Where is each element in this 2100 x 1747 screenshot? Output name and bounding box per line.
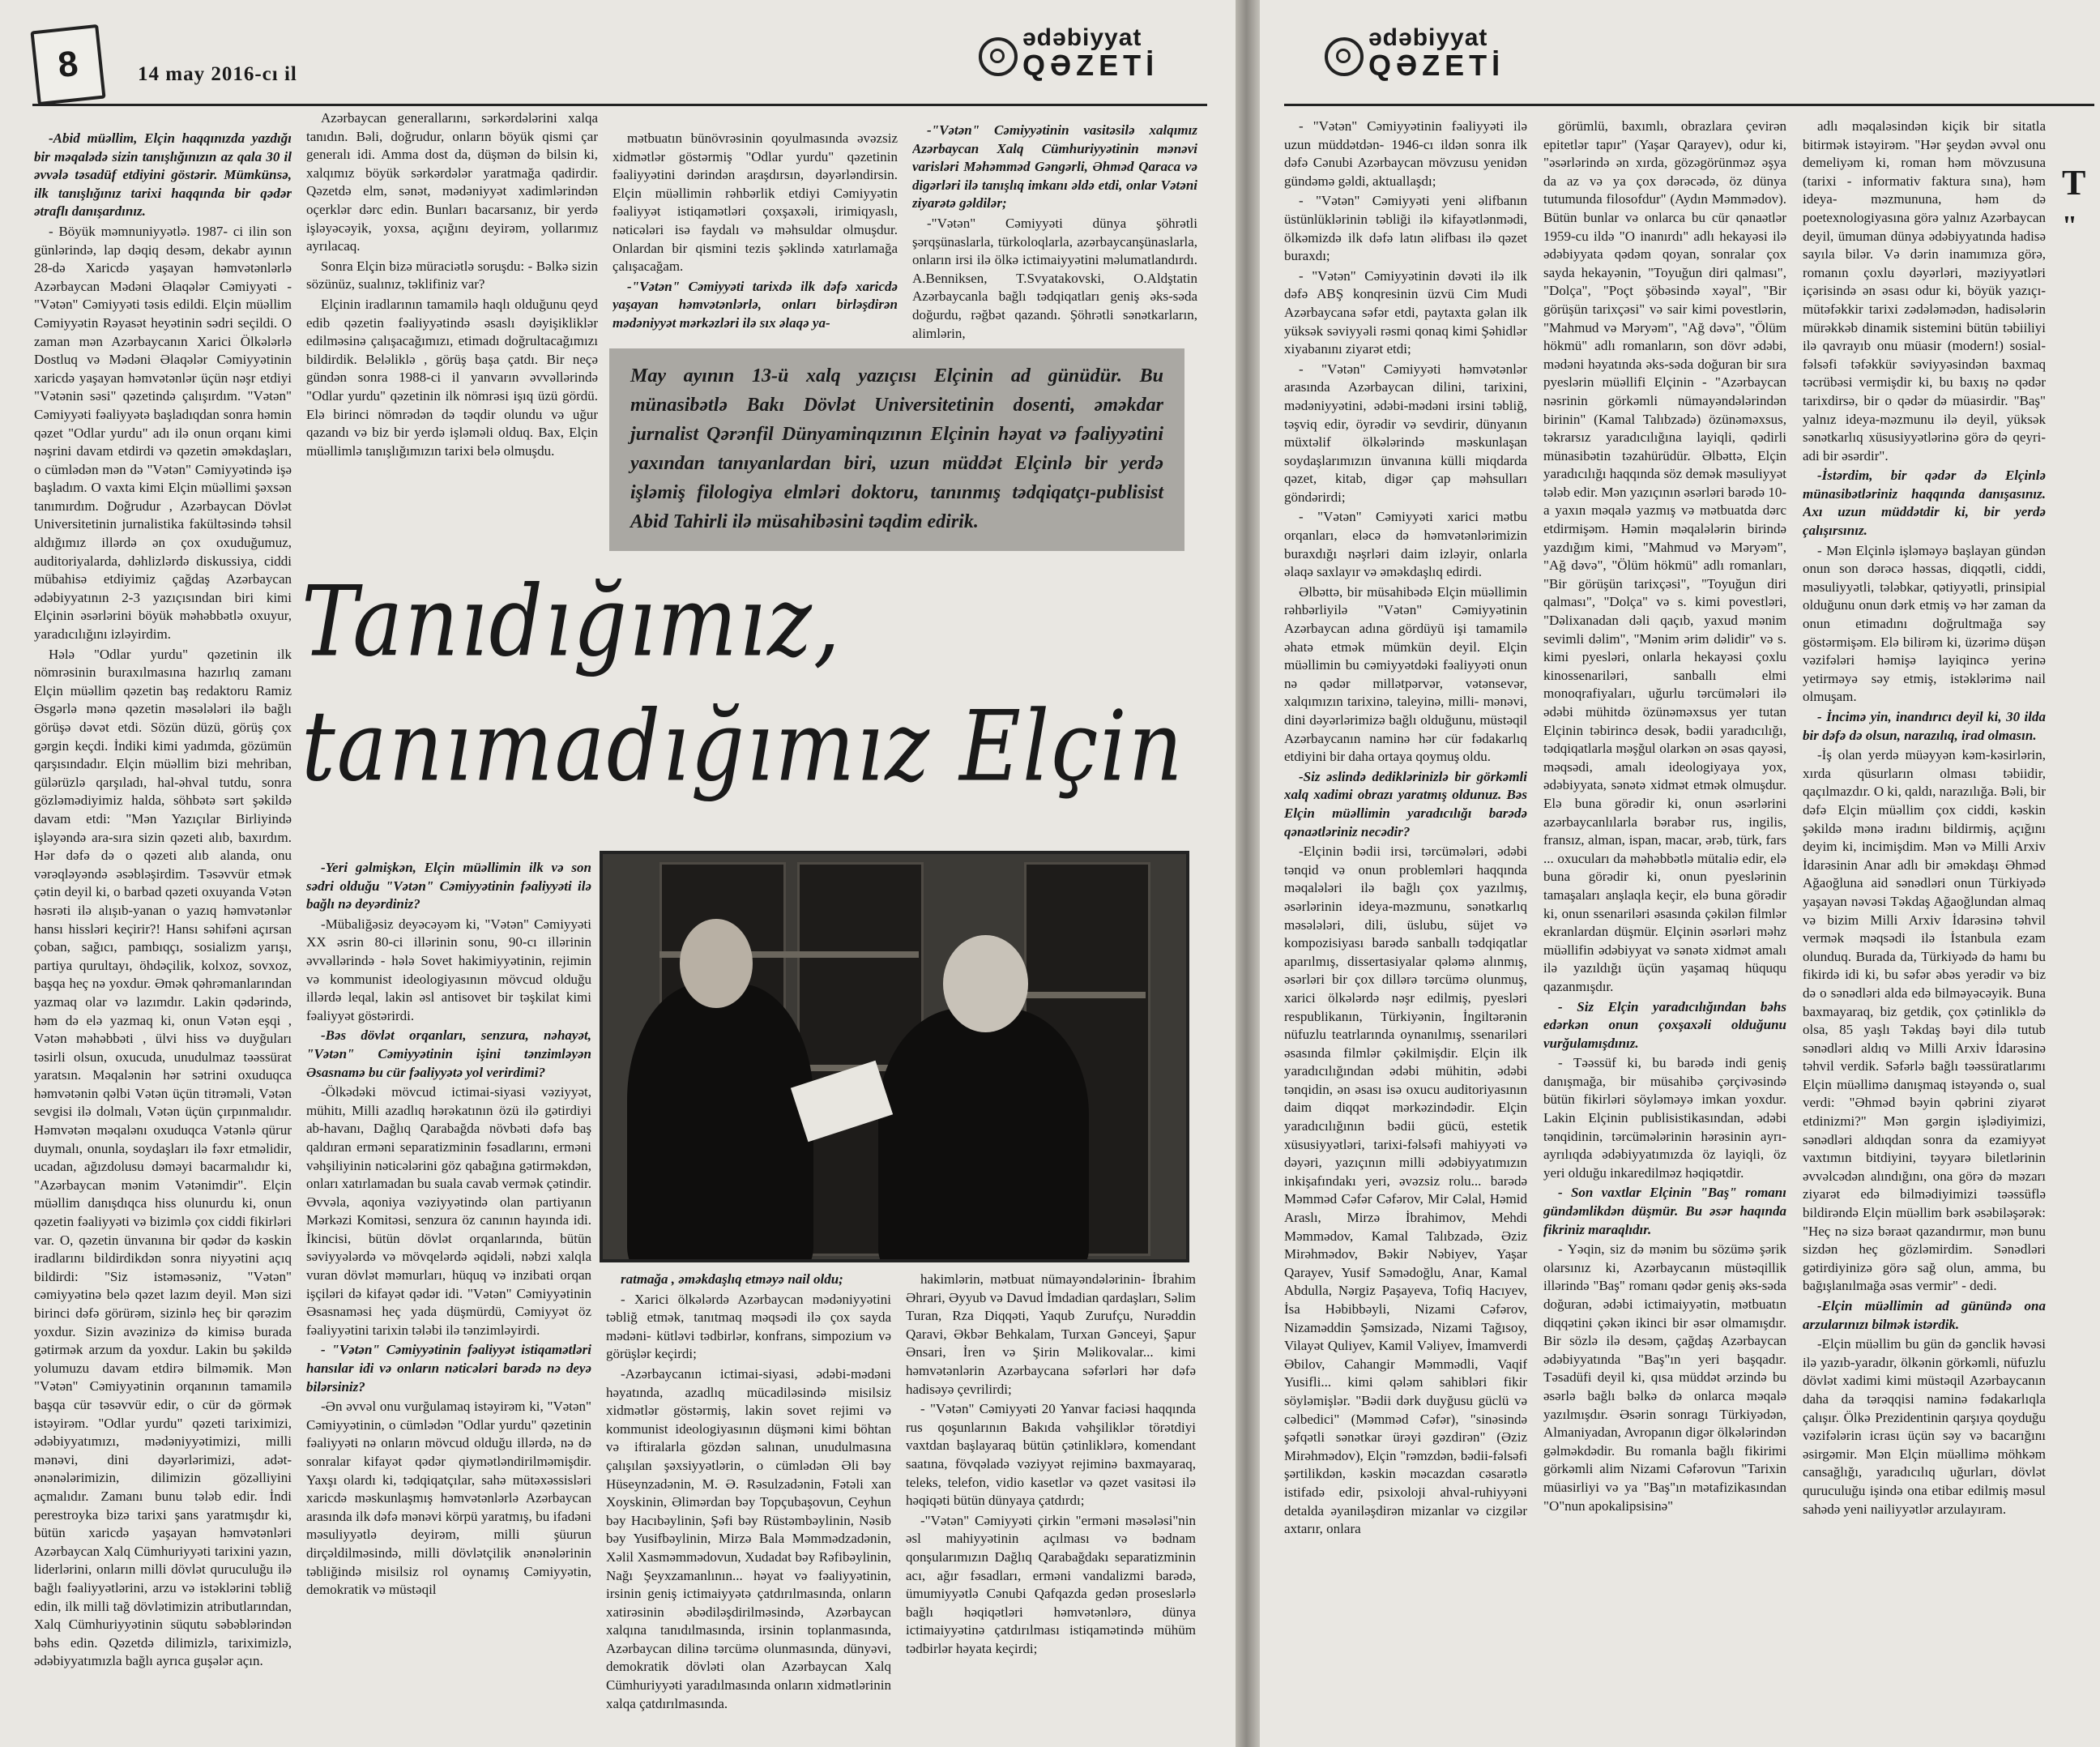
body-paragraph: -Azərbaycanın ictimai-siyasi, ədəbi-mədəni həyatında, azadlıq mücadiləsində misilsiz xidmətlər göstərmiş, lakin sovet rejimi və kommunist ideologiyasının düşməni kimi böhtan və iftiralarla gözdən salınan, unudulmasına çalışılan şəxsiyyətlərin, o cümlədən Əli bəy Hüseynzadənin, M. Ə. Rəsulzadənin, Fətəli xan Xoyskinin, Əlimərdan bəy Topçubaşovun, Ceyhun bəy Hacıbəylinin, Şəfi bəy Rüstəmbəylinin, Nəsib bəy Yusifbəylinin, Mirzə Bala Məmmədzadənin, Xəlil Xasməmmədovun, Xudadat bəy Rəfibəylinin, Nağı Şeyxzamanlının... həyat və fəaliyyətinin, irsinin geniş ictimaiyyətə çatdırılmasında, onların xatirəsinin əbədiləşdirilməsində, Azərbaycan xalqına tanıdılmasında, irsinin toplanmasında, Azərbaycan dilinə tərcümə olunmasında, dünyəvi, demokratik dövləti olan Azərbaycan Xalq Cümhuriyyəti yaradılmasında onların xidmətlərinin xalqa çatdırılmasında. bbox=[606, 1365, 891, 1711]
body-paragraph: Hələ "Odlar yurdu" qəzetinin ilk nömrəsinin buraxılmasına hazırlıq zamanı Elçin müəllim qəzetin baş redaktoru Ramiz Əsgərlə mənə qəzetin məsələləri ilə bağlı görüşə dəvət etdi. Sözün düzü, görüş çox gərgin keçdi. İndiki kimi yadımda, gözümün qarşısındadır. Elçin müəllim bizi mehriban, gülərüzlə qarşıladı, hal-əhval tutdu, sonra gözləmədiyimiz halda, söhbətə sərt şəkildə davam etdi: "Mən Yazıçılar Birliyində işləyəndə ara-sıra sizin qəzeti alıb, baxırdım. Hər dəfə də o qəzeti alıb alanda, onu vərəqləyəndə əsəbləşirdim. Təsəvvür etmək çətin deyil ki, o barbad qəzeti oxuyanda Vətən həsrəti ilə alışıb-yanan o yazıq həmvətənlər hansı hissləri keçirir?! Hansı səhifəni açırsan çoban, sağıcı, pambıqçı, sosializm yarışı, partiya qurultayı, öhdəçilik, kolxoz, sovxoz, başqa heç nə yoxdur. Əmək qəhrəmanlarından yazmaq olar və lazımdır. Lakin qədərində, həm də elə yazmaq ki, onun Vətən eşqi , Vətən məhəbbəti , ülvi hiss və duyğuları təsirli olsun, oxucuda, unudulmaz təəssürat yaratsın. Məqalənin hər sətrini oxuduqca həmvətənin qəlbi Vətən üçün titrəməli, Vətən sevgisi ilə dolmalı, Vətən üçün çırpınmalıdır. Həmvətən məqalənı oxuduqca Vətənlə qürur duymalı, onunla, soydaşları ilə fəxr etməlidir, ucadan, ağızdolusu dəməyi bacarmalıdır ki, "Azərbaycan mənim Vətənimdir". Elçin müəllim danışdıqca hiss olunurdu ki, onun qəzetin fəaliyyəti və bizimlə çox ciddi fikirləri var. O, qəzetin ünvanına bir qədər də kəskin iradlarını bildirdikdən sonra niyyətini açıq bildirdi: "Siz istəməsəniz, "Vətən" cəmiyyətinə belə qəzet lazım deyil. Mən sizi birinci dəfə görürəm, sizinlə heç bir qərəzim yoxdur. Sizin avəzinizə də kimisə burada gətirmək arzum da yoxdur. Lakin bu şəkildə yolumuzu davam etdirə bilməmik. Mən "Vətən" Cəmiyyətinin orqanının tamamilə başqa cür təsəvvür edir, o cür də görmək istəyirəm. "Odlar yurdu" qəzeti tariximizi, ədəbiyyatımızı, mədəniyyətimizi, milli mənəvi, dini dəyərlərimizi, adət-ənənələrimizin, dilimizin gözəlliyini açmalıdır. Zamanı bunu tələb edir. İndi perestroyka bizə tarixi şans yaratmışdır ki, bütün xaricdə yaşayan həmvətənləri Azərbaycan Xalq Cümhuriyyəti tarixini yazın, liderlərini, onların milli dövlət quruculuğu ilə bağlı fəaliyyətlərini, arzu və istəklərini təbliğ edin, ilk milli tağ dövlətimizin atributlarından, Xalq Cümhuriyyətinin süqutu səbəblərindən bəhs edin. Qəzetdə dilimizlə, tariximizlə, ədəbiyyatımızla bağlı ayrıca guşələr açın. bbox=[34, 646, 292, 1669]
headline-line-1: Tanıdığımız, bbox=[301, 564, 842, 679]
body-paragraph: Azərbaycan generallarını, sərkərdələrini xalqa tanıdın. Bəli, doğrudur, onların böyük qismi çar generalı idi. Amma dost da, düşmən də bilsin ki, xalqımız böyük sərkərdələr yaratmağa qadirdir. Qəzetdə elm, sənət, mədəniyyət xadimlərindən oçerklər dərc edin. Bunları bacarsanız, bir yerdə işləyəcəyik, yoxsa, açığını deyirəm, yollarımız ayrılacaq. bbox=[306, 110, 598, 254]
masthead-logo bbox=[979, 24, 1206, 81]
question-paragraph: -Yeri gəlmişkən, Elçin müəllimin ilk və son sədri olduğu "Vətən" Cəmiyyətinin fəaliyyəti ilə bağlı nə deyərdiniz? bbox=[306, 860, 591, 912]
intro-box: May ayının 13-ü xalq yazıçısı Elçinin ad günüdür. Bu münasibətlə Bakı Dövlət Universitetinin dosenti, əməkdar jurnalist Qərənfil Dünyaminqızının Elçinin həyat və fəaliyyətini yaxından tanıyanlardan biri, uzun müddət Elçinlə bir yerdə işləmiş filologiya elmləri doktoru, tanınmış tədqiqatçı-publisist Abid Tahirli ilə müsahibəsini təqdim edirik. bbox=[609, 348, 1184, 551]
article-column-3 bbox=[612, 130, 898, 347]
emblem-icon bbox=[979, 37, 1018, 76]
body-paragraph: - "Vətən" Cəmiyyətinin fəaliyyəti ilə uzun müddətdən- 1946-cı ildən sonra ilk dəfə Cənubi Azərbaycan mövzusu yenidən gündəmə gəldi, aktuallaşdı; bbox=[1284, 118, 1527, 189]
body-paragraph: -Mübaliğəsiz deyəcəyəm ki, "Vətən" Cəmiyyəti XX əsrin 80-ci illərinin sonu, 90-cı illərinin əvvəllərində - hələ Sovet hakimiyyətinin, rejimin və kommunist ideologiyasının mövcud olduğu illərdə leqal, lakin əsl antisovet bir təşkilat kimi fəaliyyət göstərirdi. bbox=[306, 916, 591, 1023]
masthead-line2: QƏZETİ bbox=[1368, 49, 1505, 82]
body-paragraph: Əlbəttə, bir müsahibədə Elçin müəllimin rəhbərliyilə "Vətən" Cəmiyyətinin Azərbaycan adına gördüyü işi tamamilə əhatə etmək mümkün deyil. Elçin müəllimin bu cəmiyyətdəki fəaliyyəti onun nə qədər millətpərvər, vətənsevər, xalqımızın tarixinə, taleyinə, milli- mənəvi, dini dəyərlərimizə bağlı olduğunu, müstəqil Azərbaycanın naminə hər cür fədakarlıq etdiyini bir daha ortaya qoymuş oldu. bbox=[1284, 583, 1527, 765]
body-paragraph: -Ölkədəki mövcud ictimai-siyasi vəziyyət, mühitı, Milli azadlıq hərəkatının özü ilə gətirdiyi ab-havanı, Dağlıq Qarabağda növbəti dəfə baş qaldıran erməni separatizminin fəsadlarını, erməni vəhşiliyinin nəticələrini göz qabağına gətirməkdən, onları xatırlamadan bu suala cavab vermək çətindir. Əvvəla, aqoniya vəziyyətində olan partiyanın Mərkəzi Komitəsi, senzura öz canının hayında idi. İkincisi, bütün dövlət orqanlarında, bütün səviyyələrdə və mövqelərdə əqidəli, nəbzi xalqla vuran dövlət məmurları, hüquq və inzibati orqan işçiləri də kifayət qədər idi. "Vətən" Cəmiyyətinin Əsasnaməsi heç yada düşmürdü, Cəmiyyət öz fəaliyyətini tarixin tələbi ilə tənzimləyirdi. bbox=[306, 1084, 591, 1338]
body-paragraph: görümlü, baxımlı, obrazlara çevirən epitetlər tapır" (Yaşar Qarayev), odur ki, "əsərlərində ən xırda, gözəgörünməz əşya da az və ya çox dərəcədə, öz dünya tutumunda filosofdur" (Aydın Məmmədov). Bütün bunlar və onlarca bu cür qənaətlər 1959-cu ildə "O inanırdı" adlı hekayəsi ilə ədəbiyyata qədəm qoyan, sonralar çox sayda hekayənin, "Toyuğun diri qalması", "Dolça", "Poçt şöbəsində xəyal", "Bir görüşün tarixçəsi" və sair kimi povestlərin, "Mahmud və Məryəm", "Ağ dəvə", "Ölüm hökmü" adlı romanların, son dövr ədəbi, mədəni həyatında əks-səda doğuran bir sıra pyeslərin müəllifi Elçinin - "Azərbaycan nəsrinin görkəmli nümayəndələrindən birinin" (Kamal Talıbzadə) özünəməxsus, təkrarsız yaradıcılığına layiqli, qədirli münasibətin təzahürüdür. Əlbəttə, Elçin yaradıcılığı haqqında söz demək məsuliyyət tələb edir. Mən yazıçının əsərləri barədə 10-a yaxın məqalə yazmış və mətbuatda dərc etdirmişəm. Həmin məqalələrin birində yazdığım kimi, "Mahmud və Məryəm", "Ağ dəvə", "Ölüm hökmü" adlı romanları, "Bir görüşün tarixçəsi", "Toyuğun diri qalması", "Dolça" və s. kimi povestləri, "Dəlixanadan dəli qaçıb, yaxud mənim sevimli dəlim", "Mənim ərim dəlidir" və s. kimi pyesləri, onlarla hekayəsi çoxlu kinossenariləri, sanballı elmi monoqrafiyaları, uğurlu tərcümələri ilə ədəbi mühitdə özünəməxsus yer tutan Elçinin təbirincə desək, bədii yaradıcılığı, tədqiqatlarla məşğul olarkən ən əsas qayəsi, məqsədi, amalı ideologiyaya yox, ədəbiyyata, sənətə xidmət etmək olmuşdur. Elə buna görədir ki, onun əsərlərini azərbaycanlılarla bərabər rus, ingilis, fransız, alman, ispan, macar, ərəb, türk, fars ... oxucuları da məhəbbətlə mütaliə edir, elə buna görədir ki, onun pyeslərinin tamaşaları anşlaqla keçir, elə buna görədir ki, onun ssenariləri əsasında çəkilən filmlər ekranlardan düşmür. Elçinin əsərləri məhz müəllifin ədəbiyyat və sənətə xidmət amalı ilə yazıldığı üçün yaşamaq hüququ qazanmışdır. bbox=[1543, 118, 1786, 994]
question-paragraph: ratmağa , əməkdaşlıq etməyə nail oldu; bbox=[621, 1271, 843, 1287]
page-number: 8 bbox=[30, 24, 105, 105]
article-column-9 bbox=[1543, 117, 1786, 1734]
headline-line-2: tanımadığımız Elçin bbox=[301, 690, 1184, 804]
body-paragraph: - "Vətən" Cəmiyyəti xarici mətbu orqanları, eləcə də həmvətənlərimizin buraxdığı nəşrləri daim izləyir, onlarla əlaqə saxlayır və əməkdaşlıq edirdi. bbox=[1284, 509, 1527, 580]
header-rule bbox=[32, 104, 1207, 106]
body-paragraph: -Elçin müəllim bu gün də gənclik həvəsi ilə yazıb-yaradır, ölkənin görkəmli, nüfuzlu dövlət xadimi kimi müstəqil Azərbaycanın daha da tərəqqisi naminə fədakarlıqla çalışır. Ölkə Prezidentinin qarşıya qoyduğu vəzifələrin icrası üçün səy və bacarığını əsirgəmir. Mən Elçin müəllimə möhkəm cansağlığı, yaradıcılıq uğurları, dövlət quruculuğu işində ona etibar edilmiş məsul sahədə yeni nailiyyətlər arzulayıram. bbox=[1803, 1336, 2046, 1517]
article-column-1 bbox=[34, 130, 292, 1730]
body-paragraph: -"Vətən" Cəmiyyəti çirkin "erməni məsələsi"nin əsl mahiyyətinin açılması və bədnam qonşularımızın Dağlıq Qarabağdakı separatizminin acı, ağır fəsadları, erməni vandalizmi barədə, ümumiyyətlə Cənubi Qafqazda gedən proseslərlə bağlı həqiqətləri həmvətənlərə, dünya ictimaiyyətinə çatdırılması istiqamətində mühüm tədbirlər həyata keçirdi; bbox=[906, 1512, 1196, 1656]
question-paragraph: -"Vətən" Cəmiyyətinin vasitəsilə xalqımız Azərbaycan Xalq Cümhuriyyətinin mənəvi varisləri Məhəmməd Gəngərli, Əhməd Qaraca və digərləri ilə tanışlıq imkanı əldə etdi, onlar Vətəni ziyarətə gəldilər; bbox=[912, 122, 1197, 211]
body-paragraph: - Böyük məmnuniyyətlə. 1987- ci ilin son günlərində, lap dəqiq desəm, dekabr ayının 28-də Xaricdə yaşayan həmvətənlərlə Azərbaycan Mədəni Əlaqələr Cəmiyyəti - "Vətən" Cəmiyyəti təsis edildi. Elçin müəllim Cəmiyyətin Rəyasət heyətinin sədri seçildi. O zaman mən Azərbaycanın Xarici Ölkələrlə Dostluq və Mədəni Əlaqələr Cəmiyyətinin xaricdə yaşayan həmvətənlər üçün nəşr etdiyi "Vətənin səsi" qəzetində çalışırdım. "Vətən" Cəmiyyəti fəaliyyətə başladıqdan sonra həmin qəzet "Odlar yurdu" adı ilə onun orqanı kimi nəşrini davam etdirdi və qəzetin əməkdaşları, o cümlədən mən də "Vətən" Cəmiyyətində işə başladım. O vaxta kimi Elçin müəllimi şəxsən tanımırdım. Doğrudur , Azərbaycan Dövlət Universitetinin jurnalistika fakültəsində təhsil aldığımız illərdə ən çox oxuduğumuz, auditoriyalarda, dəhlizlərdə diskussiya, ciddi mübahisə etdiyimiz çağdaş Azərbaycan ədəbiyyatının 2-3 yazıçısından biri kimi Elçinin əsərlərini böyük məhəbbətlə oxuyur, yaradıcılığını izləyirdim. bbox=[34, 223, 292, 643]
body-paragraph: Sonra Elçin bizə müraciətlə soruşdu: - Bəlkə sizin sözünüz, sualınız, təklifiniz var? bbox=[306, 258, 598, 293]
edge-fragment-quote: " bbox=[2062, 211, 2077, 241]
article-column-4 bbox=[912, 122, 1197, 347]
question-paragraph: - Siz Elçin yaradıcılığından bəhs edərkən onun çoxşaxəli olduğunu vurğulamışdınız. bbox=[1543, 998, 1786, 1051]
body-paragraph: - Mən Elçinlə işləməyə başlayan gündən onun son dərəcə həssas, diqqətli, ciddi, məsuliyyətli, tələbkar, qətiyyətli, prinsipial olduğunu onun dərk etmiş və hər zaman da onun etimadını doğrultmağa səy göstərmişəm. Elə bilirəm ki, üzərimə düşən vəzifələri həmişə layiqincə yerinə yetirməyə səy etmiş, istəklərimə nail olmuşam. bbox=[1803, 542, 2046, 705]
question-paragraph: - İncimə yin, inandırıcı deyil ki, 30 ilda bir dəfə də olsun, narazılıq, irad olmasın. bbox=[1803, 709, 2046, 743]
masthead-line2: QƏZETİ bbox=[1022, 49, 1159, 82]
issue-date: 14 may 2016-cı il bbox=[138, 63, 297, 85]
body-paragraph: -İş olan yerdə müəyyən kəm-kəsirlərin, xırda qüsurların olması təbiidir, qaçılmazdır. O ki, qaldı, narazılığa. Bəli, bir dəfə Elçin müəllim çox ciddi, kəskin şəkildə mənə iradını bildirmiş, açığını deyim ki, incimişdim. Mən və Milli Arxiv İdarəsinin Anar adlı bir əməkdaşı Əhməd Ağaoğluna aid sənədləri onun Türkiyədə yaşayan nəvəsi Təkdaş Ağaoğlundan almaq və bizim Milli Arxiv İdarəsinə təhvil vermək məqsədi ilə İstanbula ezam olunduq. Burada da, Türkiyədə də hamı bu fikirdə idi ki, bu səfər əbəs yerədir və biz də o sənədləri alda edə bilməyəcəyik. Buna baxmayaraq, biz getdik, çox çətinliklə də olsa, 85 yaşlı Təkdaş bəyi dilə tutub sənədləri aldıq və Milli Arxiv İdarəsinə təhvil verdik. Səfərlə bağlı təəssüratlarımı Elçin müəllimə danışmaq istəyəndə o, sual verdi: "Əhməd bəyin qəbrini ziyarət etdinizmi?" Mən gərgin işlədiyimizi, sənədləri aldıqdan sonra da ezamiyyət vaxtımın bitdiyini, təyyarə biletlərinin əvvəlcədən alındığını, ona görə də məzarı ziyarət edə bilmədiyimizi təəssüflə bildirəndə Elçin müəllim bərk əsəbiləşərək: "Heç nə sizə bəraət qazandırmır, mən bunu sizdən heç gözləmirdim. Sənədləri gətirdiyinizə görə sağ olun, amma, bu bağışlanılmağa əsas vermir" - dedi. bbox=[1803, 747, 2046, 1294]
body-paragraph: -"Vətən" Cəmiyyəti dünya şöhrətli şərqşünaslarla, türkoloqlarla, azərbaycanşünaslarla, onların irsi ilə ölkə ictimaiyyətini məlumatlandırdı. A.Benniksen, T.Svyatakovski, O.Aldştatin Azərbaycanla bağlı tədqiqatları geniş əks-səda doğurdu, rəğbət qazandı. Şöhrətli sənətkarların, alimlərin, bbox=[912, 215, 1197, 341]
interview-photo bbox=[600, 851, 1189, 1262]
body-paragraph: -Elçinin bədii irsi, tərcümələri, ədəbi tənqid və onun problemləri haqqında məqalələri ilə bağlı çox yazılmış, əsərlərinin ideya-məzmunu, sənətkarlıq məsələləri, dili, üslubu, süjet və kompozisiyası barədə sanballı tədqiqatlar aparılmış, dissertasiyalar qələmə alınmış, əsərləri bir çox dillərə tərcümə olunmuş, xarici ölkələrdə nəşr edilmiş, pyesləri respublikanın, Türkiyənin, İngiltərənin nüfuzlu teatrlarında oynanılmış, ssenariləri əsasında filmlər çəkilmişdir. Elçin ilk yaradıcılığından ədəbi mühitin, ədəbi tənqidin, ən əsası isə oxucu auditoriyasının daim diqqət mərkəzindədir. Elçin yaradıcılığının bədii gücü, estetik xüsusiyyətləri, tarixi-fəlsəfi mahiyyəti və dəyəri, yazıçının milli ədəbiyyatımızın inkişafındakı yeri, əvəzsiz rolu... barədə Məmməd Cəfər Cəfərov, Mir Cəlal, Həmid Araslı, Mirzə İbrahimov, Mehdi Məmmədov, Kamal Talıbzadə, Əziz Mirəhmədov, Bəkir Nəbiyev, Yaşar Qarayev, Yusif Səmədoğlu, Anar, Kamal Abdulla, Nərgiz Paşayeva, Tofiq Hacıyev, İsa Həbibbəyli, Nizami Cəfərov, Nizaməddin Şəmsizadə, Nizami Tağısoy, Vilayət Quliyev, Kamil Vəliyev, İmamverdi Əbilov, Cahangir Məmmədli, Vaqif Yusifli... kimi qələm sahibləri fikir söyləmişlər. "Bədii dərk duyğusu güclü və cəlbedici" (Məmməd Cəfər), "sinəsində şəfqətli sənətkar ürəyi gəzdirən" (Əziz Mirəhmədov), Elçin "rəmzdən, bədii-fəlsəfi şərtilikdən, kəskin məcazdan cəsarətlə istifadə edir, psixoloji ahval-ruhiyyəni detalda əyaniləşdirən mizanlar və cizgilər axtarır, onlara bbox=[1284, 844, 1527, 1537]
body-paragraph: - Təəssüf ki, bu barədə indi geniş danışmağa, bir müsahibə çərçivəsində bütün fikirləri söyləməyə imkan yoxdur. Lakin Elçinin publisistikasından, ədəbi tənqidinin, tərcümələrinin hərəsinin ayrı-ayrılıqda ədəbiyyatımızda öz layiqli, öz yeri olduğu inkaredilməz həqiqətdir. bbox=[1543, 1055, 1786, 1181]
masthead-logo bbox=[1325, 24, 1552, 81]
headline bbox=[301, 559, 1209, 809]
question-paragraph: -Abid müəllim, Elçin haqqınızda yazdığı bir məqalədə sizin tanışlığınızın az qala 30 il əvvələ təsadüf etdiyini göstərir. Mümkünsə, ilk tanışlığınız tarixi haqqında bir qədər ətraflı danışardınız. bbox=[34, 130, 292, 220]
body-paragraph: Elçinin iradlarının tamamilə haqlı olduğunu qeyd edib qəzetin fəaliyyətində əsaslı dəyişikliklər edilməsinə çalışacağımızı, etimadı doğrultacağımızı bildirdik. Beləliklə , görüş başa çatdı. Bir neçə gündən sonra 1988-ci il yanvarın əvvəllərində "Odlar yurdu" qəzetinin ilk nömrəsi işıq üzü gördü. Elə birinci nömrədən də təqdir olundu və uğur qazandı və biz bir yerdə işləməli olduq. Bax, Elçin müəllimlə tanışlığımızın tarixi belə olmuşdu. bbox=[306, 296, 598, 459]
page-fold bbox=[1236, 0, 1260, 1747]
body-paragraph: - Yəqin, siz də mənim bu sözümə şərik olarsınız ki, Azərbaycanın müstəqillik illərində "Baş" romanı qədər geniş əks-səda doğuran, ədəbi ictimaiyyətin, mətbuatın diqqətini çəkən ikinci bir əsər olmamışdır. Bir sözlə ilə desəm, çağdaş Azərbaycan ədəbiyyatında "Baş"ın yeri başqadır. Təsadüfi deyil ki, qısa müddət ərzində bu əsərlə bağlı bəlkə də onlarca məqalə yazılmışdır. Əsərin sonragı Türkiyədən, Almaniyadan, Avropanın digər ölkələrindən gəlməkdədir. Bu romanla bağlı fikirimi görkəmli alim Nizami Cəfərovun "Tarixin müasirliyi və ya "Baş"ın mətafizikasından "O"nun apokalipsisinə" bbox=[1543, 1241, 1786, 1514]
body-paragraph: adlı məqaləsindən kiçik bir sitatla bitirmək istəyirəm. "Hər şeydən əvvəl onu demeliyəm ki, roman həm mövzusuna (tarixi - informativ faktura sına), həm ideya- məzmununa, həm də poetexnologiyasına görə yalnız Azərbaycan deyil, ümuman dünya ədəbiyyatında hadisə sayıla bilər. Və dərin inamımıza görə, romanın çoxlu dəyərləri, məziyyətləri içərisində ən əsası odur ki, böyük yazıçı-mütəfəkkir tarixi zədələmədən, hadisələrin mürəkkəb dinamik sistemini bütün təbiiliyi ilə qavrayıb onu müasir (modern!) sosial-fəlsəfi təfəkkür səviyyəsindən baxmaq təcrübəsi vermişdir ki, bu baxış nə qədər tarixdirsə, bir o qədər də müasirdir. "Baş" yalnız ideya-məzmunu ilə deyil, yüksək sənətkarlıq xüsusiyyətlərinə görə də qeyri-adi bir əsərdir". bbox=[1803, 118, 2046, 463]
article-column-2 bbox=[306, 109, 598, 547]
question-paragraph: - "Vətən" Cəmiyyətinin fəaliyyət istiqamətləri hansılar idi və onların nəticələri barədə nə deyə bilərsiniz? bbox=[306, 1342, 591, 1395]
question-paragraph: -Elçin müəllimin ad günündə ona arzularınızı bilmək istərdik. bbox=[1803, 1298, 2046, 1332]
header-rule bbox=[1284, 104, 2094, 106]
question-paragraph: -Siz əslində dediklərinizlə bir görkəmli xalq xadimi obrazı yaratmış oldunuz. Bəs Elçin müəllimin yaradıcılığı barədə qənaətləriniz necədir? bbox=[1284, 768, 1527, 839]
article-column-10 bbox=[1803, 117, 2046, 1734]
masthead-line1: ədəbiyyat bbox=[1368, 24, 1488, 51]
right-page bbox=[1260, 0, 2100, 1747]
article-column-5 bbox=[306, 859, 591, 1734]
emblem-icon bbox=[1325, 37, 1364, 76]
body-paragraph: - "Vətən" Cəmiyyəti yeni əlifbanın üstünlüklərinin təbliği ilə kifayətlənmədi, ölkəmizdə ilk dəfə latın əlifbası ilə qəzet buraxdı; bbox=[1284, 193, 1527, 264]
body-paragraph: - "Vətən" Cəmiyyəti həmvətənlər arasında Azərbaycan dilini, tarixini, mədəniyyətini, ədəbi-mədəni irsini təbliğ, təşviq edir, öyrədir və sevdirir, dünyanın müxtəlif ölkələrində məskunlaşan soydaşlarımızın ünvanına külli miqdarda qəzet, kitab, digər çap məhsulları göndərirdi; bbox=[1284, 361, 1527, 505]
article-column-8 bbox=[1284, 117, 1527, 1734]
article-column-6 bbox=[606, 1271, 891, 1734]
body-paragraph: - Xarici ölkələrdə Azərbaycan mədəniyyətini təbliğ etmək, tanıtmaq məqsədi ilə çox sayda mədəni- kütləvi tədbirlər, konfrans, simpozium və görüşlər keçirdi; bbox=[606, 1291, 891, 1362]
edge-fragment-letter: T bbox=[2062, 163, 2086, 203]
body-paragraph: mətbuatın bünövrəsinin qoyulmasında əvəzsiz xidmətlər göstərmiş "Odlar yurdu" qəzetinin fəaliyyətini dərindən araşdırsın, dəyərləndirsin. Elçin müəllimin rəhbərlik etdiyi Cəmiyyətin fəaliyyət istiqamətləri çoxşaxəli, irimiqyaslı, nəticələri isə faydalı və məhsuldar olmuşdur. Onlardan bir qismini tezis şəklində xatırlamağa çalışacağam. bbox=[612, 130, 898, 275]
body-paragraph: -Ən əvvəl onu vurğulamaq istəyirəm ki, "Vətən" Cəmiyyətinin, o cümlədən "Odlar yurdu" qəzetinin fəaliyyəti nə onların mövcud olduğu illərdə, nə də sonralar kifayət qədər qiymətləndirilməmişdir. Yaxşı olardı ki, tədqiqatçılar, sahə mütəxəssisləri xaricdə məskunlaşmış həmvətənlərlə Azərbaycan arasında ilk dəfə mənəvi körpü yaratmış, bu ifadəni məsuliyyətlə deyirəm, milli şüurun dirçəldilməsində, milli dövlətçilik ənənələrinin təbliğində misilsiz rol oynamış Cəmiyyətin, demokratik və müstəqil bbox=[306, 1399, 591, 1598]
body-paragraph: hakimlərin, mətbuat nümayəndələrinin- İbrahim Əhrari, Əyyub və Davud İmdadian qardaşları, Səlim Turan, Rza Diqqəti, Yaqub Zurufçu, Nurəddin Qaravi, Əkbər Behkalam, Turxan Gənceyi, Şapur Ənsari, İren və Şirin Məlikovalar... kimi həmvətənlərin Azərbaycana səfərləri hər dəfə hadisəyə çevrilirdi; bbox=[906, 1271, 1196, 1397]
question-paragraph: -Bəs dövlət orqanları, senzura, nəhayət, "Vətən" Cəmiyyətinin işini tənzimləyən Əsasnamə bu cür fəaliyyətə yol verirdimi? bbox=[306, 1027, 591, 1080]
question-paragraph: -İstərdim, bir qədər də Elçinlə münasibətləriniz haqqında danışasınız. Axı uzun müddətdir ki, bir yerdə çalışırsınız. bbox=[1803, 468, 2046, 539]
body-paragraph: - "Vətən" Cəmiyyəti 20 Yanvar faciəsi haqqında rus qoşunlarının Bakıda vəhşiliklər törətdiyi vaxtdan başlayaraq bütün çətinliklərə, komendant saatına, fövqəladə vəziyyət rejiminə baxmayaraq, teleks, telefon, vidio kasetlər və qəzet vasitəsi ilə həqiqəti bütün dünyaya çatdırdı; bbox=[906, 1401, 1196, 1509]
masthead-line1: ədəbiyyat bbox=[1022, 24, 1142, 51]
question-paragraph: -"Vətən" Cəmiyyəti tarixdə ilk dəfə xaricdə yaşayan həmvətənlərlə, onları birləşdirən mədəniyyət mərkəzləri ilə sıx əlaqə ya- bbox=[612, 278, 898, 331]
question-paragraph: - Son vaxtlar Elçinin "Baş" romanı gündəmlikdən düşmür. Bu əsər haqında fikriniz maraqlıdır. bbox=[1543, 1185, 1786, 1237]
article-column-7 bbox=[906, 1271, 1196, 1734]
body-paragraph: - "Vətən" Cəmiyyətinin dəvəti ilə ilk dəfə ABŞ konqresinin üzvü Cim Mudi Azərbaycana səfər etdi, paytaxta gəlan ilk yüksək səviyyəli rəsmi qonaq kimi Şəhidlər xiyabanını ziyarət etdi; bbox=[1284, 267, 1527, 357]
